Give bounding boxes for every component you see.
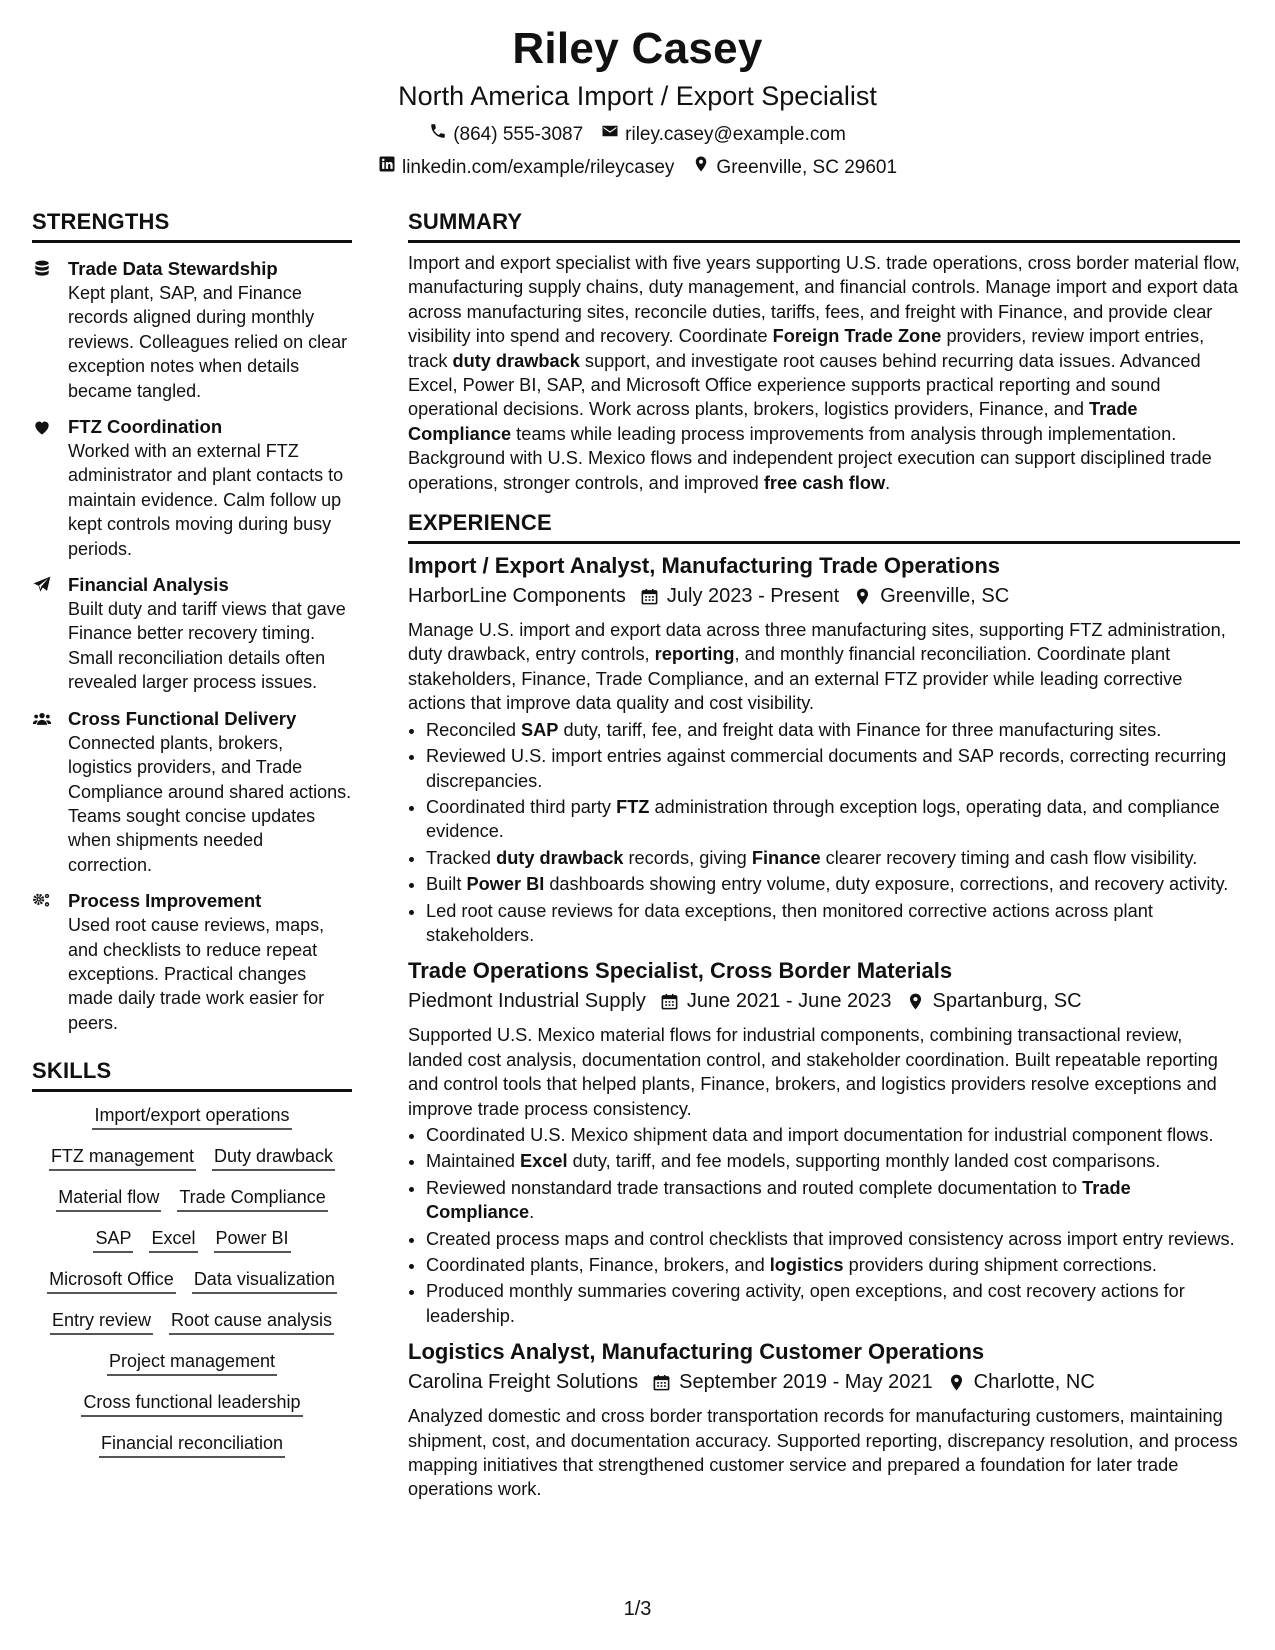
strength-item — [32, 257, 352, 403]
job-entry — [408, 1338, 1240, 1502]
resume-header — [0, 22, 1275, 180]
job-dates: July 2023 - Present — [666, 585, 840, 608]
job-dates: June 2021 - June 2023 — [686, 990, 892, 1013]
strength-title: Financial Analysis — [68, 574, 229, 596]
text-span: Produced monthly summaries covering activity, open exceptions, and cost recovery actions for leadership. — [426, 1281, 1185, 1326]
skill-tag: Data visualization — [192, 1266, 337, 1294]
skill-tag: Excel — [149, 1225, 197, 1253]
job-location: Greenville, SC — [880, 585, 1010, 608]
candidate-name: Riley Casey — [512, 24, 763, 73]
skill-tag: Root cause analysis — [169, 1307, 334, 1335]
contact-row-1 — [0, 122, 1275, 147]
job-description — [408, 618, 1240, 716]
job-dates: September 2019 - May 2021 — [679, 1371, 933, 1394]
bullet-item — [426, 872, 1240, 896]
skill-tag: Financial reconciliation — [99, 1430, 285, 1458]
text-span: Built — [426, 874, 467, 895]
bullet-item — [426, 795, 1240, 844]
skill-tag: Power BI — [214, 1225, 291, 1253]
map-pin-icon — [839, 587, 880, 606]
strengths-heading: STRENGTHS — [32, 208, 352, 243]
bullet-item — [426, 1123, 1240, 1147]
strength-description: Kept plant, SAP, and Finance records aligned during monthly reviews. Colleagues relied on clear exception notes when details became tangled. — [68, 283, 348, 401]
bold-text: Finance — [751, 847, 821, 868]
map-pin-icon — [692, 155, 710, 180]
calendar-icon — [626, 587, 667, 606]
bullet-item — [426, 744, 1240, 793]
job-location: Charlotte, NC — [973, 1371, 1095, 1394]
job-entry — [408, 957, 1240, 1328]
skill-tag: Material flow — [56, 1184, 161, 1212]
text-span: Coordinated U.S. Mexico shipment data and import documentation for industrial component flows. — [426, 1124, 1214, 1145]
text-span: Created process maps and control checklists that improved consistency across import entry reviews. — [426, 1228, 1235, 1249]
bold-text: SAP — [521, 719, 559, 740]
candidate-role: North America Import / Export Specialist — [398, 81, 877, 111]
left-column — [32, 208, 352, 1458]
strength-title: Process Improvement — [68, 890, 262, 912]
bold-text: Power BI — [466, 874, 545, 895]
skill-row — [32, 1102, 352, 1130]
company-name: HarborLine Components — [408, 585, 626, 608]
skill-tag: Import/export operations — [92, 1102, 291, 1130]
experience-list — [408, 552, 1240, 1502]
strength-title: Trade Data Stewardship — [68, 258, 278, 279]
text-span: Manage U.S. import and export data across three manufacturing sites, supporting FTZ administration, duty drawback, entry controls, — [408, 620, 1226, 665]
text-span: Reviewed U.S. import entries against commercial documents and SAP records, correcting recurring discrepancies. — [426, 746, 1227, 791]
job-entry — [408, 552, 1240, 947]
text-span: . — [529, 1202, 535, 1223]
bullet-item — [426, 1279, 1240, 1328]
text-span: Maintained — [426, 1151, 521, 1172]
bullet-item — [426, 1149, 1240, 1173]
text-span: dashboards showing entry volume, duty exposure, corrections, and recovery activity. — [544, 874, 1229, 895]
text-span: providers during shipment corrections. — [843, 1255, 1157, 1275]
location-contact — [692, 155, 897, 180]
strength-item — [32, 573, 352, 695]
strength-description: Built duty and tariff views that gave Finance better recovery timing. Small reconciliation details often revealed larger process issues. — [68, 599, 346, 693]
bullet-item — [426, 1176, 1240, 1225]
database-icon — [32, 257, 56, 403]
skill-tag: SAP — [93, 1225, 133, 1253]
summary-text — [408, 251, 1240, 495]
skill-tag: Entry review — [50, 1307, 153, 1335]
bold-text: free cash flow — [763, 472, 886, 493]
job-description — [408, 1404, 1240, 1502]
phone-icon — [429, 122, 447, 147]
text-span: Analyzed domestic and cross border transportation records for manufacturing customers, maintaining shipment, cost, and documentation accuracy. Supported reporting, discrepancy resolution, and process mapping initiatives that strengthened customer service and prepared a foundation for later trade operations work. — [408, 1406, 1238, 1500]
envelope-icon — [601, 122, 619, 147]
skill-row — [32, 1348, 352, 1376]
job-location: Spartanburg, SC — [932, 990, 1082, 1013]
text-span: Coordinated third party — [426, 796, 617, 817]
strength-description: Used root cause reviews, maps, and checklists to reduce repeat exceptions. Practical changes made daily trade work easier for peers. — [68, 915, 325, 1033]
paper-plane-icon — [32, 573, 56, 695]
job-bullets — [408, 1123, 1240, 1328]
contact-row-2 — [0, 155, 1275, 180]
skills-list — [32, 1102, 352, 1458]
text-span: records, giving — [623, 847, 752, 868]
bold-text: Trade Compliance — [408, 399, 1138, 444]
bold-text: Foreign Trade Zone — [772, 326, 942, 347]
skill-tag: FTZ management — [49, 1143, 196, 1171]
linkedin-icon — [378, 155, 396, 180]
bullet-item — [426, 846, 1240, 870]
skill-tag: Trade Compliance — [177, 1184, 327, 1212]
bullet-item — [426, 1227, 1240, 1251]
text-span: providers, review import entries, track — [408, 326, 1205, 371]
bold-text: duty drawback — [452, 350, 580, 371]
bold-text: duty drawback — [496, 847, 624, 868]
bold-text: Excel — [520, 1151, 568, 1172]
email-contact[interactable] — [601, 122, 846, 147]
text-span: clearer recovery timing and cash flow visibility. — [820, 847, 1198, 868]
bold-text: FTZ — [616, 796, 650, 817]
skill-row — [32, 1430, 352, 1458]
job-meta — [408, 582, 1240, 610]
text-span: Led root cause reviews for data exceptions, then monitored corrective actions across plant stakeholders. — [426, 900, 1153, 945]
job-title: Import / Export Analyst, Manufacturing Trade Operations — [408, 553, 1001, 579]
strength-item — [32, 707, 352, 877]
strength-description: Worked with an external FTZ administrator and plant contacts to maintain evidence. Calm follow up kept controls moving during busy periods. — [68, 441, 344, 559]
calendar-icon — [646, 992, 687, 1011]
map-pin-icon — [933, 1373, 974, 1392]
email-text: riley.casey@example.com — [625, 123, 846, 145]
text-span: Supported U.S. Mexico material flows for industrial components, combining transactional review, landed cost analysis, documentation control, and stakeholder coordination. Built repeatable reporting and control tools that helped plants, Finance, brokers, and logistics providers resolve exceptions and improve trade process consistency. — [408, 1025, 1218, 1119]
company-name: Piedmont Industrial Supply — [408, 990, 646, 1013]
job-meta — [408, 1368, 1240, 1396]
location-text: Greenville, SC 29601 — [716, 156, 898, 178]
phone-contact — [429, 122, 583, 147]
company-name: Carolina Freight Solutions — [408, 1371, 639, 1394]
skill-tag: Microsoft Office — [47, 1266, 176, 1294]
map-pin-icon — [892, 992, 933, 1011]
skill-row — [32, 1266, 352, 1294]
users-icon — [32, 707, 56, 877]
text-span: Reconciled — [426, 719, 522, 740]
text-span: administration through exception logs, operating data, and compliance evidence. — [426, 796, 1220, 842]
text-span: , and monthly financial reconciliation. Coordinate plant stakeholders, Finance, Trade Compliance, and an external FTZ provider while leading corrective actions that improve data quality and cost visibility. — [408, 644, 1183, 714]
linkedin-text: linkedin.com/example/rileycasey — [401, 156, 675, 178]
text-span: Tracked — [426, 847, 497, 868]
heart-icon — [32, 415, 56, 561]
strength-title: Cross Functional Delivery — [68, 707, 297, 729]
text-span: Coordinated plants, Finance, brokers, and — [426, 1255, 770, 1275]
bullet-item — [426, 899, 1240, 948]
job-bullets — [408, 718, 1240, 948]
experience-heading: EXPERIENCE — [408, 509, 1240, 544]
bullet-item — [426, 718, 1240, 742]
skill-row — [32, 1143, 352, 1171]
skill-row — [32, 1307, 352, 1335]
text-span: duty, tariff, fee, and freight data with Finance for three manufacturing sites. — [558, 719, 1162, 740]
right-column — [408, 208, 1240, 1502]
strength-description: Connected plants, brokers, logistics providers, and Trade Compliance around shared actions. Teams sought concise updates when shipments needed correction. — [68, 732, 352, 875]
text-span: . — [885, 472, 891, 493]
skills-heading: SKILLS — [32, 1057, 352, 1092]
text-span: Import and export specialist with five years supporting U.S. trade operations, cross border material flow, manufacturing supply chains, duty management, and financial controls. Manage import and export data across manufacturing sites, reconcile duties, tariffs, fees, and freight with Finance, and provide clear visibility into spend and recovery. Coordinate — [408, 253, 1240, 347]
strength-item — [32, 889, 352, 1035]
job-title: Logistics Analyst, Manufacturing Customer Operations — [408, 1339, 985, 1365]
bullet-item — [426, 1253, 1240, 1277]
skill-tag: Project management — [107, 1348, 277, 1376]
strength-title: FTZ Coordination — [68, 416, 223, 438]
linkedin-contact[interactable] — [378, 155, 674, 180]
skill-row — [32, 1225, 352, 1253]
text-span: support, and investigate root causes behind recurring data issues. Advanced Excel, Power BI, SAP, and Microsoft Office experience supports practical reporting and sound operational decisions. Work across plants, brokers, logistics providers, Finance, and — [408, 350, 1201, 420]
strength-item — [32, 415, 352, 561]
skill-tag: Duty drawback — [212, 1143, 335, 1171]
phone-text: (864) 555-3087 — [453, 123, 584, 145]
text-span: teams while leading process improvements from analysis through implementation. Background with U.S. Mexico flows and independent project execution can support disciplined trade operations, stronger controls, and improved — [408, 423, 1212, 493]
skill-row — [32, 1184, 352, 1212]
skill-row — [32, 1389, 352, 1417]
job-meta — [408, 987, 1240, 1015]
job-description — [408, 1023, 1240, 1121]
job-title: Trade Operations Specialist, Cross Border Materials — [408, 958, 953, 984]
bold-text: reporting — [654, 644, 735, 665]
calendar-icon — [638, 1373, 679, 1392]
text-span: Reviewed nonstandard trade transactions and routed complete documentation to — [426, 1177, 1083, 1198]
skill-tag: Cross functional leadership — [81, 1389, 302, 1417]
text-span: duty, tariff, and fee models, supporting monthly landed cost comparisons. — [567, 1151, 1161, 1172]
gears-icon — [32, 889, 56, 1035]
page-number: 1/3 — [623, 1598, 652, 1620]
bold-text: Trade Compliance — [426, 1177, 1131, 1223]
bold-text: logistics — [769, 1255, 844, 1275]
summary-heading: SUMMARY — [408, 208, 1240, 243]
